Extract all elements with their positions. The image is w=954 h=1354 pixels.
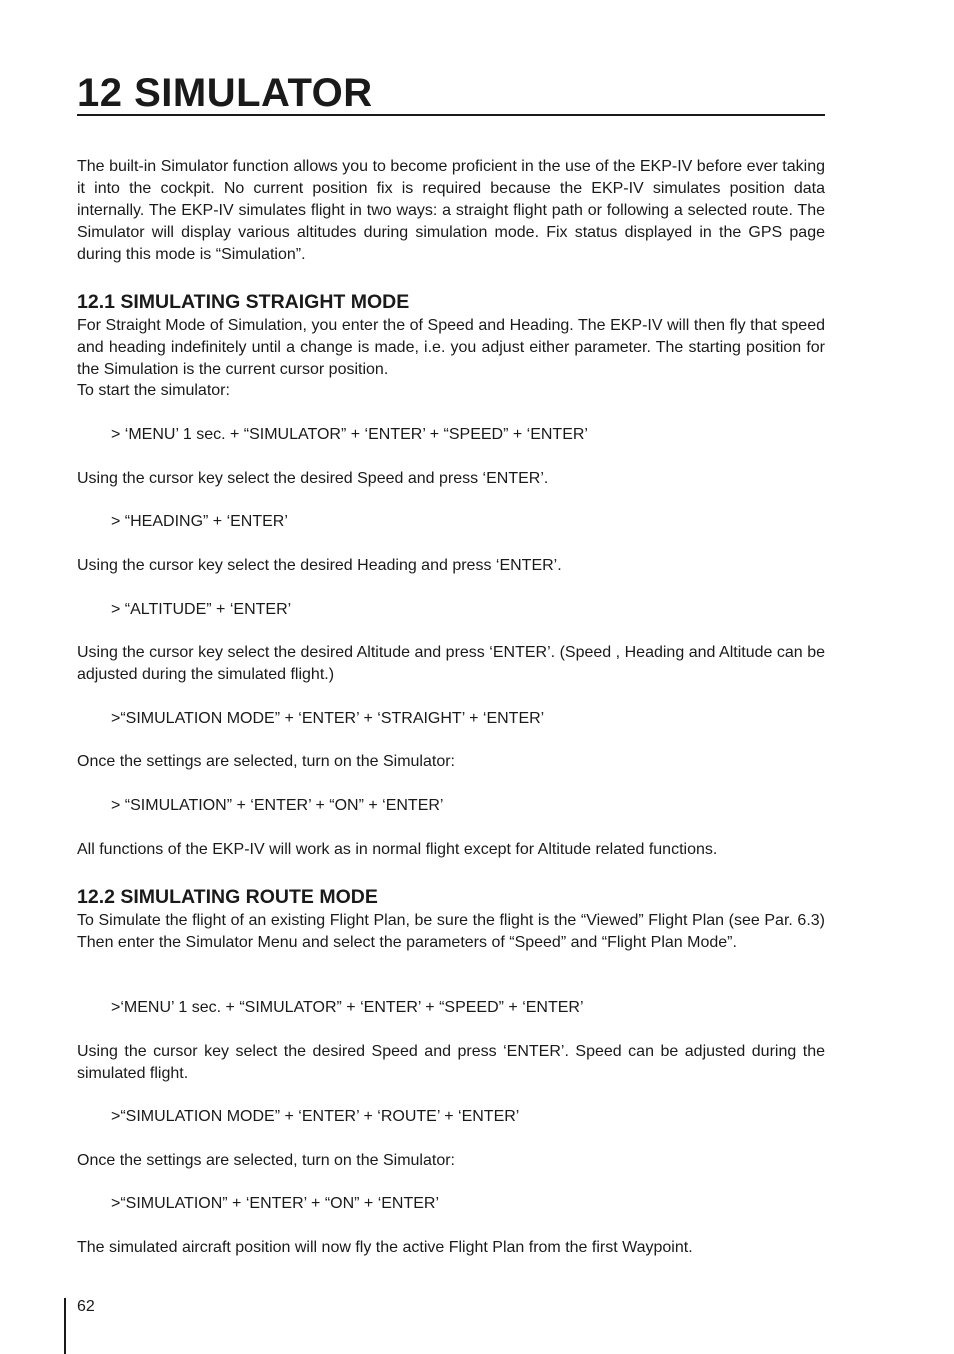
- command-line: > ‘MENU’ 1 sec. + “SIMULATOR” + ‘ENTER’ + “SPEED” + ‘ENTER’: [111, 426, 588, 443]
- command-line: > “HEADING” + ‘ENTER’: [111, 513, 288, 530]
- command-line: > “SIMULATION” + ‘ENTER’ + “ON” + ‘ENTER’: [111, 797, 444, 814]
- instruction-paragraph: Once the settings are selected, turn on the Simulator:: [77, 753, 455, 770]
- route-mode-description: To Simulate the flight of an existing Flight Plan, be sure the flight is the “Viewed” Flight Plan (see Par. 6.3) Then enter the Simulator Menu and select the parameters of “Speed” and “Flight Plan Mode”.: [77, 912, 825, 951]
- section-heading-straight-mode: 12.1 SIMULATING STRAIGHT MODE: [77, 291, 410, 313]
- start-simulator-label: To start the simulator:: [77, 382, 230, 399]
- straight-mode-description: For Straight Mode of Simulation, you enter the of Speed and Heading. The EKP-IV will then fly that speed and heading indefinitely until a change is made, i.e. you adjust either parameter. The starting position for the Simulation is the current cursor position.: [77, 317, 825, 378]
- command-line: >“SIMULATION” + ‘ENTER’ + “ON” + ‘ENTER’: [111, 1195, 440, 1212]
- command-line: >“SIMULATION MODE” + ‘ENTER’ + ‘STRAIGHT’ + ‘ENTER’: [111, 710, 545, 727]
- intro-paragraph: The built-in Simulator function allows you to become proficient in the use of the EKP-IV before ever taking it into the cockpit. No current position fix is required because the EKP-IV simulates position data internally. The EKP-IV simulates flight in two ways: a straight flight path or following a selected route. The Simulator will display various altitudes during simulation mode. Fix status displayed in the GPS page during this mode is “Simulation”.: [77, 158, 825, 263]
- instruction-paragraph: Once the settings are selected, turn on the Simulator:: [77, 1152, 455, 1169]
- instruction-paragraph: Using the cursor key select the desired Speed and press ‘ENTER’.: [77, 470, 549, 487]
- instruction-paragraph: The simulated aircraft position will now fly the active Flight Plan from the first Waypoint.: [77, 1239, 693, 1256]
- command-line: >‘MENU’ 1 sec. + “SIMULATOR” + ‘ENTER’ + “SPEED” + ‘ENTER’: [111, 999, 584, 1016]
- instruction-paragraph: Using the cursor key select the desired Altitude and press ‘ENTER’. (Speed , Heading and Altitude can be adjusted during the simulated flight.): [77, 644, 825, 683]
- instruction-paragraph: Using the cursor key select the desired Speed and press ‘ENTER’. Speed can be adjusted during the simulated flight.: [77, 1043, 825, 1082]
- instruction-paragraph: Using the cursor key select the desired Heading and press ‘ENTER’.: [77, 557, 562, 574]
- page-margin-bar: [64, 1298, 66, 1354]
- section-heading-route-mode: 12.2 SIMULATING ROUTE MODE: [77, 886, 378, 908]
- page-number: 62: [77, 1298, 95, 1315]
- instruction-paragraph: All functions of the EKP-IV will work as in normal flight except for Altitude related functions.: [77, 841, 718, 858]
- page-title: 12 SIMULATOR: [77, 70, 825, 116]
- command-line: >“SIMULATION MODE” + ‘ENTER’ + ‘ROUTE’ + ‘ENTER’: [111, 1108, 520, 1125]
- command-line: > “ALTITUDE” + ‘ENTER’: [111, 601, 292, 618]
